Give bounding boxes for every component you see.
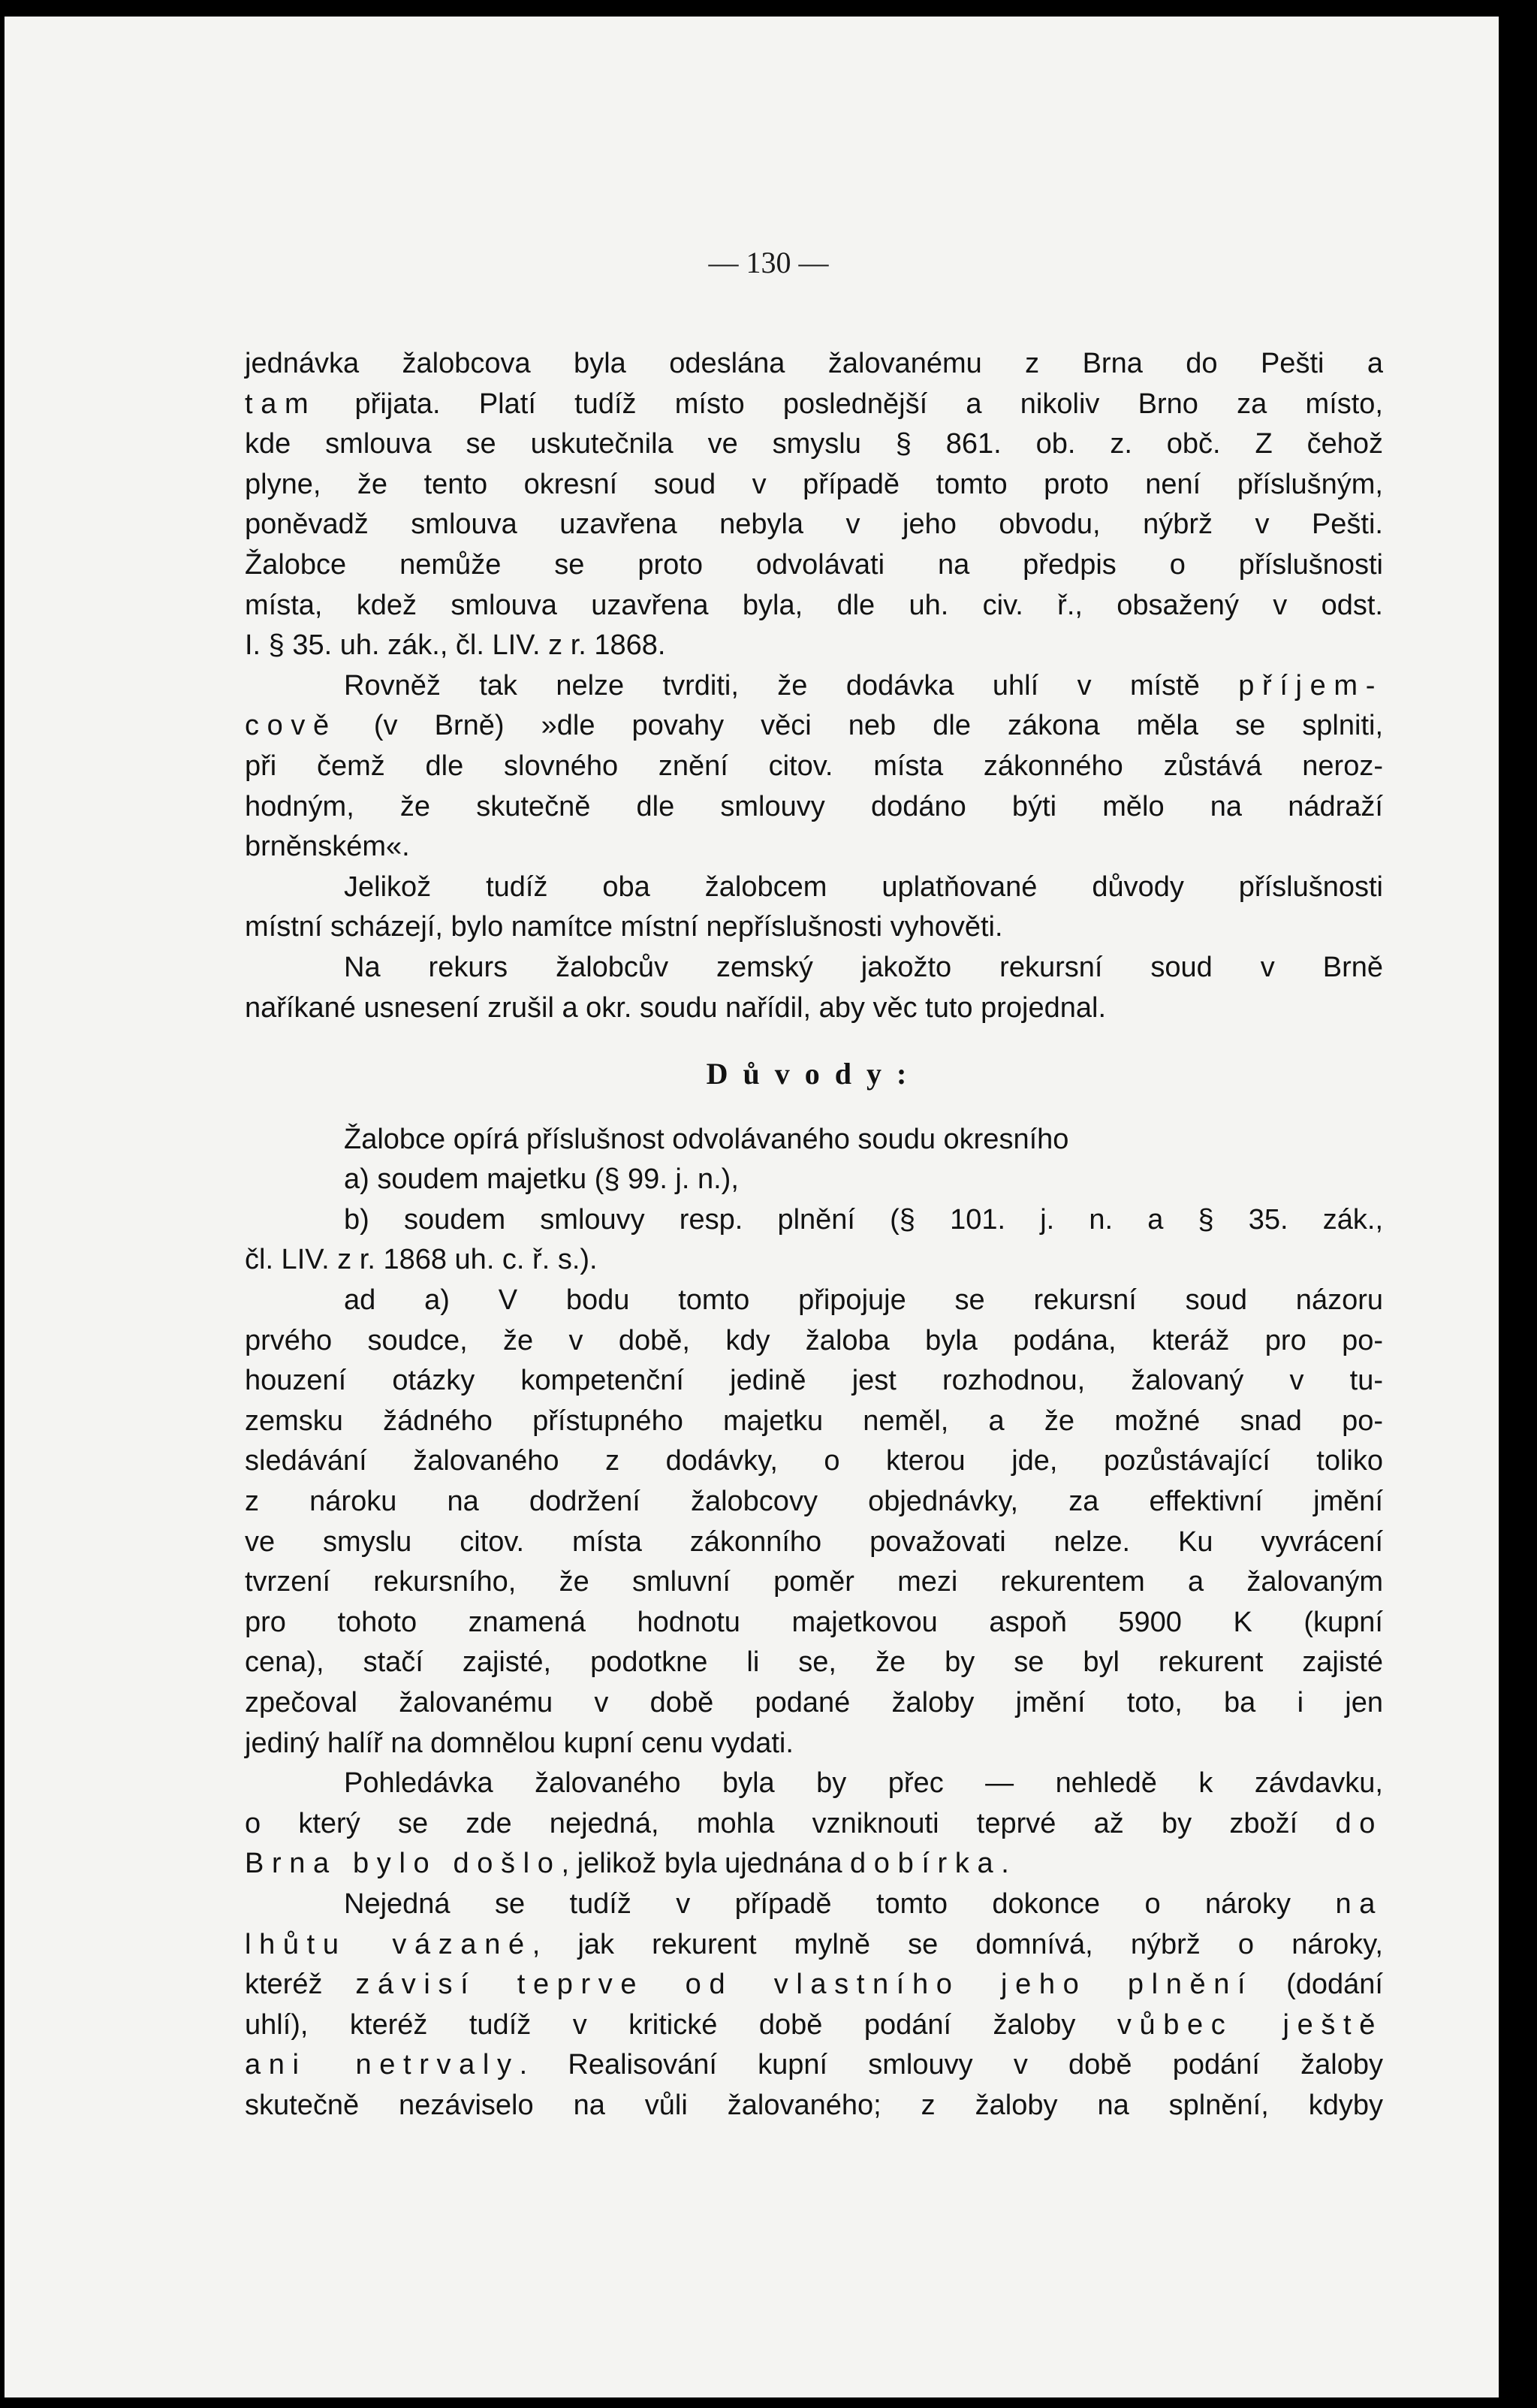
line: plyne, že tento okresní soud v případě tomto proto není příslušným,	[245, 468, 1383, 500]
line: Nejedná se tudíž v případě tomto dokonce o nároky na	[344, 1887, 1383, 1920]
paragraph-1	[245, 344, 1383, 666]
spaced-word: vůbec ještě	[1117, 2008, 1383, 2041]
scan-edge	[1501, 0, 1537, 2408]
list-item-b: b) soudem smlouvy resp. plnění (§ 101. j. n. a § 35. zák.,	[344, 1203, 1383, 1236]
line: kteréž závisí teprve od vlastního jeho plnění (dodání	[245, 1969, 1383, 2001]
line: jednávka žalobcova byla odeslána žalovanému z Brna do Pešti a	[245, 348, 1383, 379]
line: zpečoval žalovanému v době podané žaloby jmění toto, ba i jen	[245, 1687, 1383, 1718]
line: cově (v Brně) »dle povahy věci neb dle zákona měla se splniti,	[245, 710, 1383, 742]
spaced-word: ani netrvaly	[245, 2049, 520, 2081]
line: místní scházejí, bylo namítce místní nepříslušnosti vyhověti.	[245, 911, 1003, 943]
line: Rovněž tak nelze tvrditi, že dodávka uhlí v místě příjem-	[344, 669, 1383, 702]
line: tvrzení rekursního, že smluvní poměr mezi rekurentem a žalovaným	[245, 1566, 1383, 1598]
paragraph-4	[245, 948, 1383, 1028]
line: sledávání žalovaného z dodávky, o kterou jde, pozůstávající toliko	[245, 1445, 1383, 1477]
line: o který se zde nejedná, mohla vzniknouti teprvé až by zboží do	[245, 1807, 1383, 1839]
paragraph-2	[245, 666, 1383, 868]
line: I. § 35. uh. zák., čl. LIV. z r. 1868.	[245, 629, 666, 662]
spaced-word: na	[1335, 1887, 1383, 1920]
paragraph-8	[245, 1884, 1383, 2126]
line: ani netrvaly. Realisování kupní smlouvy v době podání žaloby	[245, 2049, 1383, 2081]
line: ad a) V bodu tomto připojuje se rekursní soud názoru	[344, 1284, 1383, 1317]
line: lhůtu vázané, jak rekurent mylně se domnívá, nýbrž o nároky,	[245, 1928, 1383, 1960]
paragraph-6	[245, 1281, 1383, 1764]
spaced-word: lhůtu vázané	[245, 1928, 532, 1960]
body-text	[245, 344, 1383, 2126]
line: zemsku žádného přístupného majetku neměl, a že možné snad po-	[245, 1405, 1383, 1437]
line: skutečně nezáviselo na vůli žalovaného; z žaloby na splnění, kdyby	[245, 2089, 1383, 2121]
line: kde smlouva se uskutečnila ve smyslu § 861. ob. z. obč. Z čehož	[245, 428, 1383, 460]
line: Pohledávka žalovaného byla by přec — nehledě k závdavku,	[344, 1767, 1383, 1800]
paragraph-5	[245, 1120, 1383, 1281]
spaced-word: cově	[245, 710, 337, 742]
line: při čemž dle slovného znění citov. místa zákonného zůstává neroz-	[245, 750, 1383, 782]
line: Brna bylo došlo, jelikož byla ujednána dobírka.	[245, 1848, 1009, 1880]
line: hodným, že skutečně dle smlouvy dodáno býti mělo na nádraží	[245, 790, 1383, 822]
line: jediný halíř na domnělou kupní cenu vydati.	[245, 1727, 794, 1759]
spaced-word: závisí teprve od vlastního jeho plnění	[355, 1969, 1254, 2001]
line: Žalobce opírá příslušnost odvolávaného soudu okresního	[344, 1123, 1069, 1155]
spaced-word: příjem-	[1238, 669, 1383, 702]
line: pro tohoto znamená hodnotu majetkovou aspoň 5900 K (kupní	[245, 1606, 1383, 1638]
line: ve smyslu citov. místa zákonního považovati nelze. Ku vyvrácení	[245, 1525, 1383, 1558]
line: poněvadž smlouva uzavřena nebyla v jeho obvodu, nýbrž v Pešti.	[245, 508, 1383, 541]
list-item-a: a) soudem majetku (§ 99. j. n.),	[344, 1163, 739, 1196]
line: Jelikož tudíž oba žalobcem uplatňované důvody příslušnosti	[344, 871, 1383, 903]
spaced-word: tam	[245, 388, 317, 420]
line: houzení otázky kompetenční jedině jest rozhodnou, žalovaný v tu-	[245, 1365, 1383, 1397]
line: z nároku na dodržení žalobcovy objednávky, za effektivní jmění	[245, 1486, 1383, 1518]
paragraph-7	[245, 1764, 1383, 1884]
line: Žalobce nemůže se proto odvolávati na předpis o příslušnosti	[245, 548, 1383, 581]
paragraph-3	[245, 868, 1383, 948]
line: prvého soudce, že v době, kdy žaloba byla podána, kteráž pro po-	[245, 1324, 1383, 1356]
line: naříkané usnesení zrušil a okr. soudu nařídil, aby věc tuto projednal.	[245, 991, 1107, 1024]
spaced-word: dobírka	[850, 1848, 1002, 1880]
spaced-word: Brna bylo došlo	[245, 1848, 562, 1880]
line: cena), stačí zajisté, podotkne li se, že by se byl rekurent zajisté	[245, 1646, 1383, 1679]
page-number: — 130 —	[708, 246, 829, 279]
line: Na rekurs žalobcův zemský jakožto rekursní soud v Brně	[344, 951, 1383, 983]
line: uhlí), kteréž tudíž v kritické době podání žaloby vůbec ještě	[245, 2008, 1383, 2041]
line: tam přijata. Platí tudíž místo poslednější a nikoliv Brno za místo,	[245, 388, 1383, 420]
line: čl. LIV. z r. 1868 uh. c. ř. s.).	[245, 1244, 598, 1276]
line: brněnském«.	[245, 831, 410, 863]
spaced-word: do	[1335, 1807, 1383, 1839]
section-heading: Důvody:	[706, 1057, 922, 1091]
line: místa, kdež smlouva uzavřena byla, dle uh. civ. ř., obsažený v odst.	[245, 589, 1383, 621]
